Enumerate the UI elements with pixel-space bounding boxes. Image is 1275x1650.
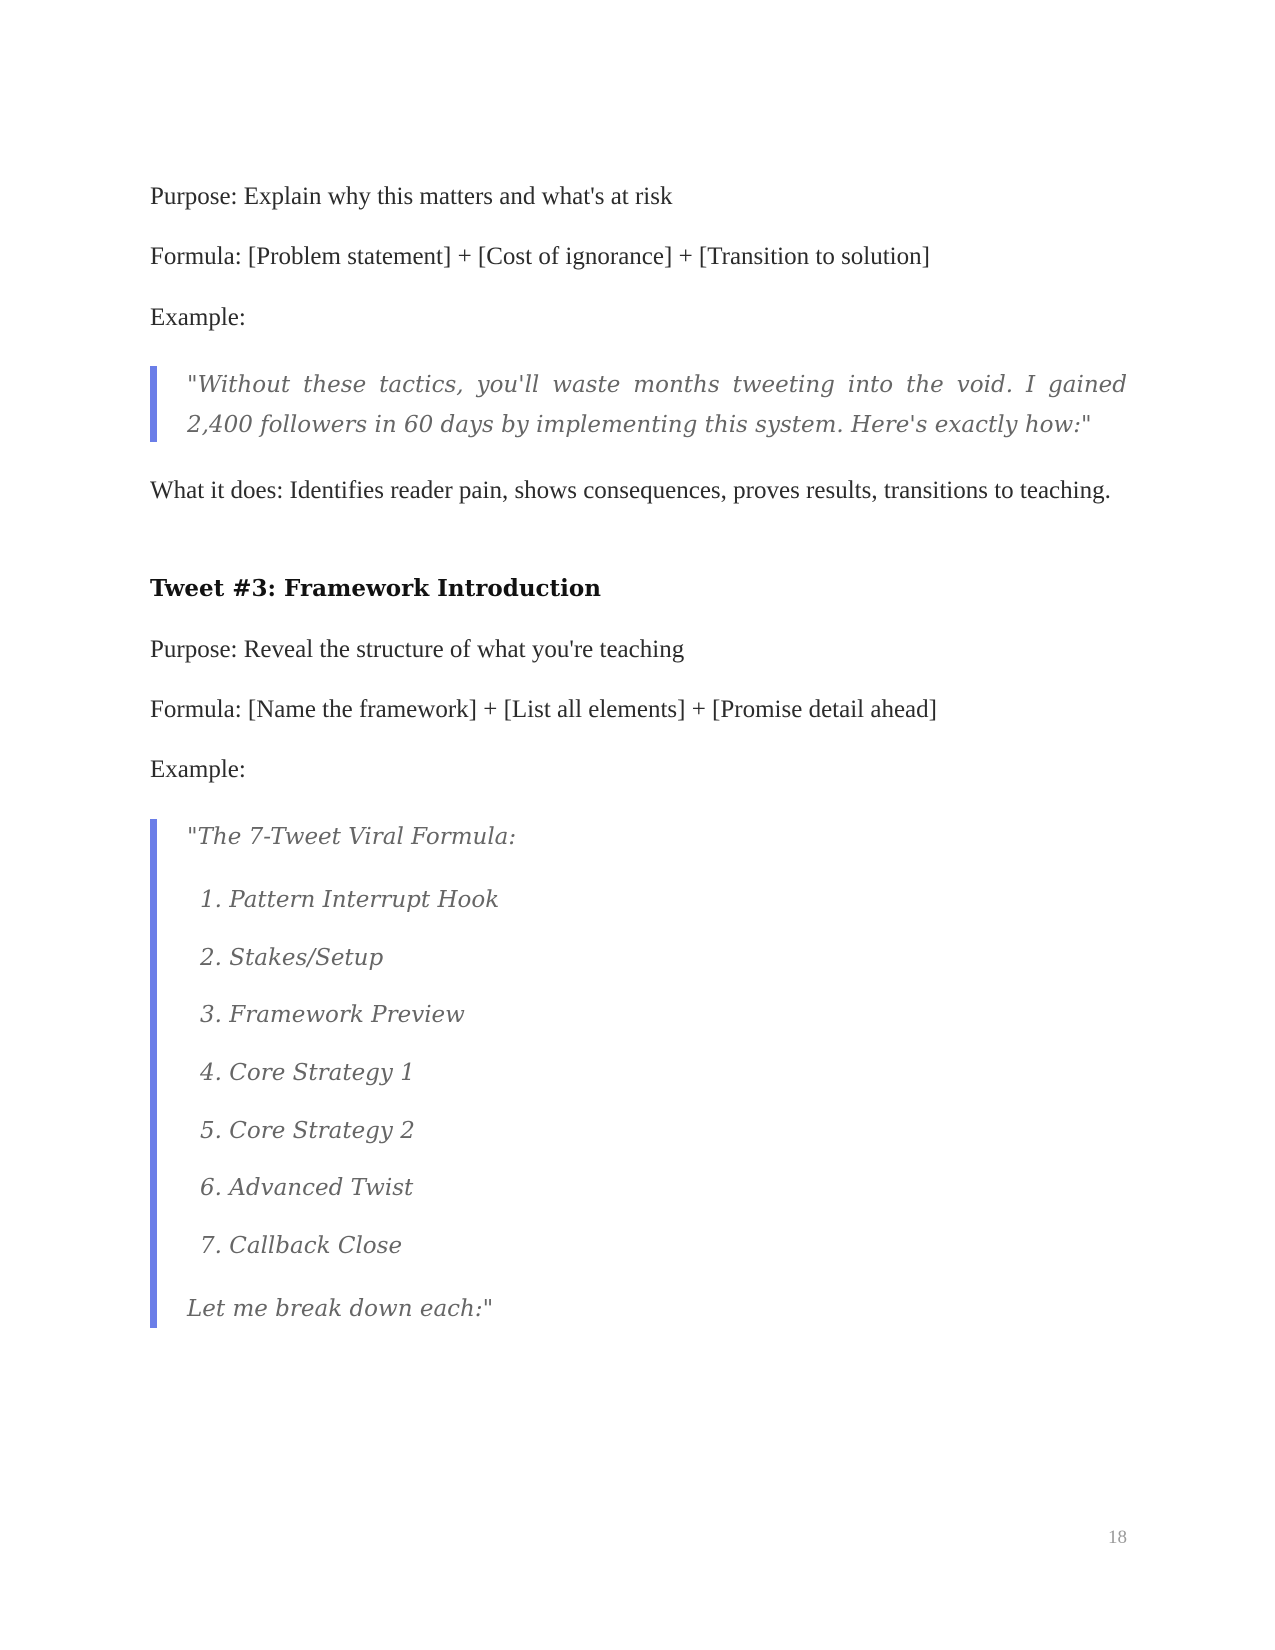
blockquote-bar [150, 366, 157, 442]
what-it-does-paragraph: What it does: Identifies reader pain, shows consequences, proves results, transitions to teaching. [150, 477, 1111, 504]
page-number: 18 [1108, 1527, 1127, 1548]
document-page [150, 0, 1127, 1650]
list-item: 1. Pattern Interrupt Hook [200, 887, 500, 913]
purpose-line: Purpose: Explain why this matters and what's at risk [150, 183, 673, 210]
list-item: 4. Core Strategy 1 [200, 1060, 415, 1086]
section-heading: Tweet #3: Framework Introduction [150, 575, 601, 602]
blockquote-bar [150, 819, 157, 1328]
example-quote: "Without these tactics, you'll waste months tweeting into the void. I gained 2,400 followers in 60 days by implementing this system. Here's exactly how:" [187, 372, 1127, 438]
quote-intro: "The 7-Tweet Viral Formula: [187, 824, 517, 850]
list-item: 2. Stakes/Setup [200, 945, 384, 971]
purpose-line: Purpose: Reveal the structure of what you're teaching [150, 636, 685, 663]
example-label: Example: [150, 304, 246, 331]
list-item: 3. Framework Preview [200, 1002, 465, 1028]
quote-outro: Let me break down each:" [187, 1296, 494, 1322]
list-item: 7. Callback Close [200, 1233, 403, 1259]
list-item: 6. Advanced Twist [200, 1175, 414, 1201]
formula-line: Formula: [Name the framework] + [List all elements] + [Promise detail ahead] [150, 696, 937, 723]
example-label: Example: [150, 756, 246, 783]
formula-line: Formula: [Problem statement] + [Cost of ignorance] + [Transition to solution] [150, 243, 930, 270]
list-item: 5. Core Strategy 2 [200, 1118, 415, 1144]
